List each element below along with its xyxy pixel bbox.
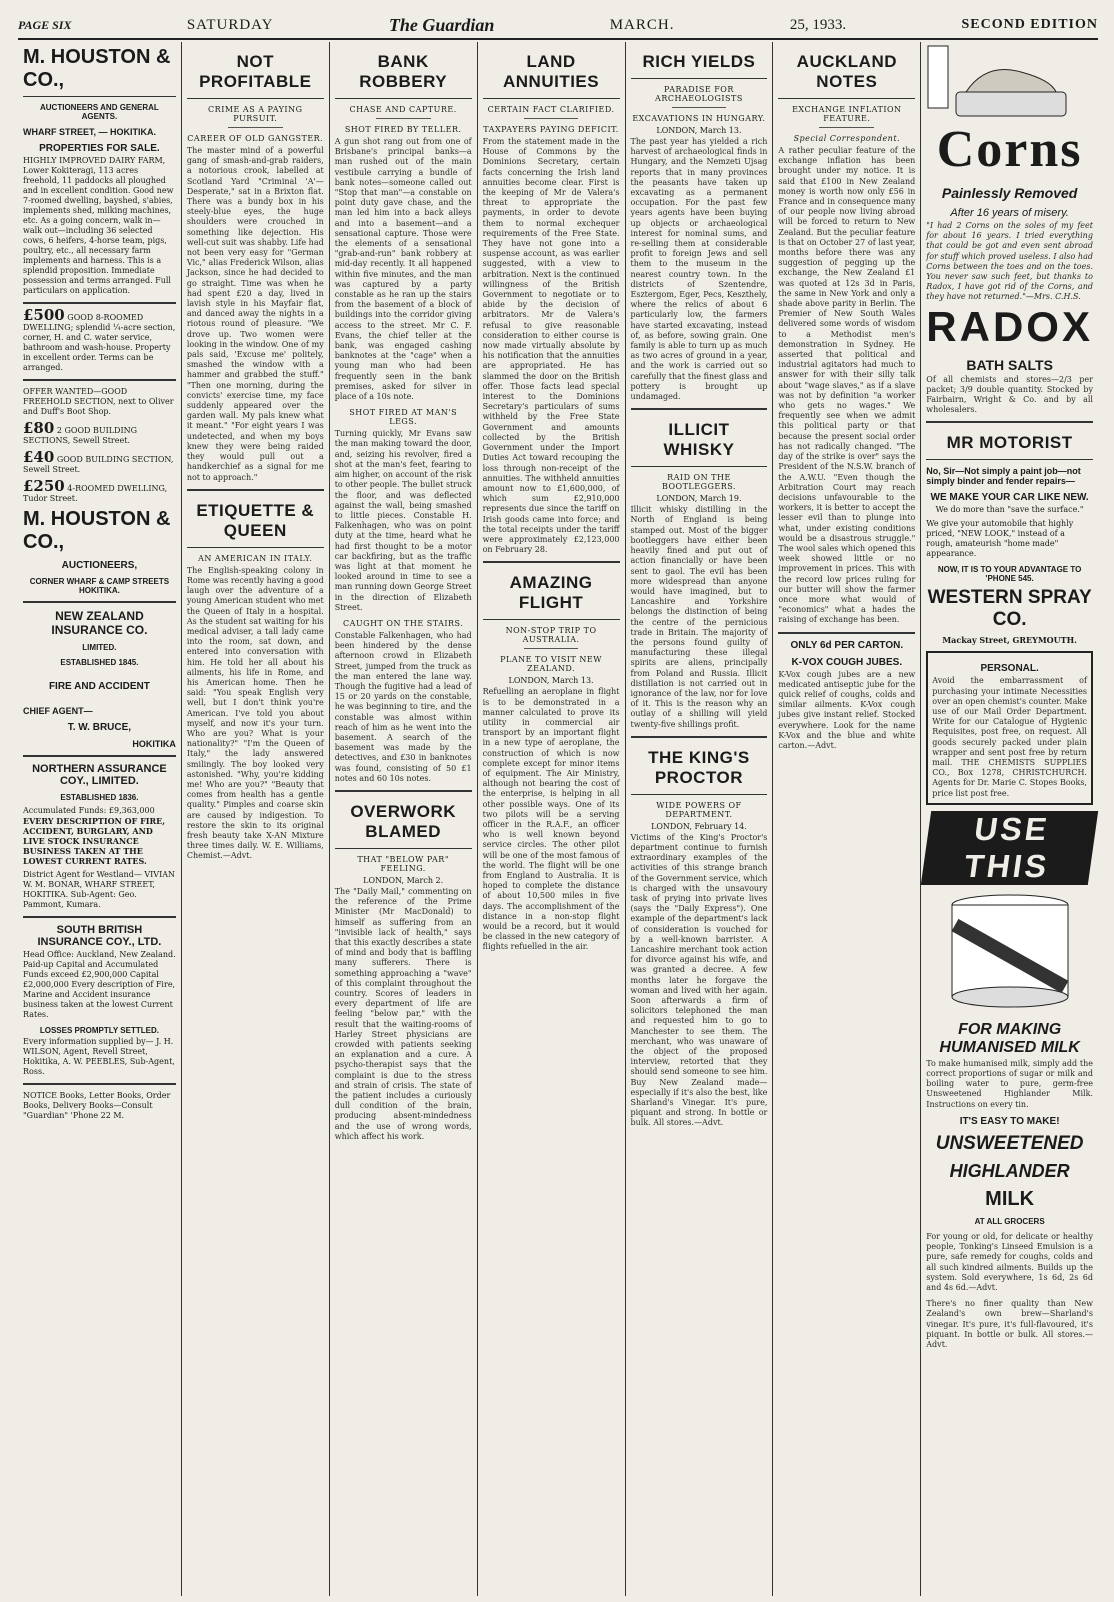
column-bank-robbery: [330, 42, 478, 1596]
subhead: SHOT FIRED AT MAN'S LEGS.: [349, 408, 458, 427]
subhead: PLANE TO VISIT NEW ZEALAND.: [500, 655, 602, 674]
divider: [524, 648, 579, 649]
subhead: CERTAIN FACT CLARIFIED.: [487, 105, 615, 114]
established: ESTABLISHED 1845.: [60, 658, 139, 667]
headline-land-annuities: LAND ANNUITIES: [483, 42, 620, 99]
losses: LOSSES PROMPTLY SETTLED.: [39, 1026, 159, 1035]
personal-text: Avoid the embarrassment of purchasing your intimate Necessities over an open chemist's counter. Make use of our Mail Order Department. Write for our Catalogue of Hygienic Requisites, post free, on request. All goods securely packed under plain wrapper and sent post free by return mail. THE CHEMISTS SUPPLIES CO., Box 1278, CHRISTCHURCH. Agents for Dr. Marie C. Stopes Books, price list post free.: [932, 676, 1087, 798]
western-spray: WESTERN SPRAY CO.: [927, 587, 1092, 631]
divider: [23, 601, 176, 603]
price-40: £40: [23, 448, 55, 466]
subhead: Special Correspondent.: [793, 134, 901, 143]
month: MARCH.: [609, 16, 675, 33]
radox-heading: RADOX: [926, 302, 1093, 350]
headline-kings-proctor: THE KING'S PROCTOR: [631, 736, 768, 795]
ad-40-text: GOOD BUILDING SECTION, Sewell Street.: [23, 455, 174, 474]
article-text: Victims of the King's Proctor's department continue to furnish extraordinary examples of the activities of this strange branch of the Government service, which is charged with the unsavoury task of prying into private lives (says the "Daily Express"). One example of the department's lack of consideration is vouched for by a well-known barrister. A Lancashire merchant took action for divorce against his wife, and was granted a decree. A few months later he forgave the woman and lived with her again. Soon afterwards a firm of solicitors telephoned the man and requested him to go to Manchester to see them. The merchant, who was unaware of the object of the proposed interview, retorted that they should send someone to see him. Buy New Zealand made—especially if it's also the best, like Sharland's Vinegar. It's pure, piquant and strong. In bottle or bulk. All stores.—Advt.: [630, 832, 768, 1128]
use-this-banner: USE THIS: [921, 811, 1098, 885]
foot-icon: [926, 42, 1076, 120]
subhead: CAUGHT ON THE STAIRS.: [343, 618, 464, 628]
corns-sub2: After 16 years of misery.: [950, 207, 1069, 219]
article-text: The master mind of a powerful gang of smash-and-grab raiders, a notorious crook, labelled at Scotland Yard "Criminal 'A'—Desperate," sat in a Brixton flat. There was a bundy box in his steely-blue eyes, the huge shoulders were crouched in something like dejection. His well-cut suit was shabby. Life had not been very easy for "German Vic," alias Frederick Wilson, alias Jackson, since he had decided to go straight. Time was when he had spent £20 a day, lived in lavish style in his Mayfair flat, and danced away the nights in a riotous round of pleasure. "We drove up. Two women were looking in the window. One of my pals said, 'Excuse me' politely, smashed the window with a hammer and grabbed the stuff." "Then one morning, during the convicts' exercise time, my face suddenly appeared over the garden wall. My pals knew what it meant." "For eight years I was undetected, and when my boys knew they were being raided they would pull out a handkerchief as a signal for me not to approach.": [186, 146, 324, 482]
headline-bank-robbery: BANK ROBBERY: [335, 42, 472, 99]
mackay-street: Mackay Street, GREYMOUTH.: [942, 635, 1077, 646]
column-land-annuities: [478, 42, 626, 1596]
save-surface: We do more than "save the surface.": [935, 505, 1084, 515]
subhead: TAXPAYERS PAYING DEFICIT.: [483, 125, 619, 134]
day: SATURDAY: [186, 16, 274, 33]
column-advertisements: [921, 42, 1098, 1596]
divider: [23, 379, 176, 381]
bruce: T. W. BRUCE,: [67, 722, 132, 733]
article-text: The English-speaking colony in Rome was recently having a good laugh over the adventure of a young American student who met the Queen of Italy in a hospital. As the student sat waiting for his medical adviser, a tall lady came into the room, sat down, and entered into conversation with him. He told her all about his ailments, his life in Rome, and his American home. Then he said: "You speak English very well, but I don't think you're American. I've told you about myself, and now it's your turn. Who are you? What is your nationality?" "I'm the Queen of Italy," the lady answered smilingly. The boy looked very astonished. "Why, you're kidding me! Who are you?" "Beauty that comes from health has a gentle quality." Pimples and coarse skin are caused by indigestion. To restore the skin to its original fresh beauty take X-AN Mixture three times daily. W. E. Williams, Chemist.—Advt.: [186, 565, 324, 861]
dateline: LONDON, March 2.: [363, 875, 444, 885]
south-british: SOUTH BRITISH INSURANCE COY., LTD.: [37, 924, 162, 948]
motorist-text: No, Sir—Not simply a paint job—not simply binder and fender repairs—: [926, 466, 1081, 487]
page-number: PAGE SIX: [18, 17, 72, 32]
subhead: EXCAVATIONS IN HUNGARY.: [632, 114, 766, 123]
headline-not-profitable: NOT PROFITABLE: [187, 42, 324, 99]
fire-accident: FIRE AND ACCIDENT: [48, 681, 150, 692]
at-grocers: AT ALL GROCERS: [974, 1216, 1045, 1226]
firm-role: AUCTIONEERS AND GENERAL AGENTS.: [40, 103, 159, 121]
subhead: AN AMERICAN IN ITALY.: [198, 553, 313, 563]
dateline: LONDON, March 19.: [656, 494, 742, 504]
divider: [23, 1083, 176, 1085]
masthead: [18, 12, 1098, 40]
subhead: THAT "BELOW PAR" FEELING.: [357, 854, 450, 873]
ad-250: [23, 477, 176, 504]
headline-rich-yields: RICH YIELDS: [631, 42, 768, 79]
subhead: PARADISE FOR ARCHAEOLOGISTS: [655, 85, 743, 103]
dateline: LONDON, February 14.: [651, 821, 747, 831]
motorist-heading: MR MOTORIST: [926, 421, 1093, 460]
price-carton: ONLY 6d PER CARTON.: [778, 632, 915, 651]
dateline: LONDON, March 13.: [656, 126, 742, 135]
funds: Accumulated Funds: £9,363,000: [23, 806, 155, 815]
limited: LIMITED.: [82, 643, 117, 652]
humanised-heading: FOR MAKING HUMANISED MILK: [939, 1020, 1080, 1056]
article-text: Illicit whisky distilling in the North of England is being stamped out. Most of the bigger bootleggers have either been heavily fined and put out of action financially or have been sent to gaol. The evil has been more widespread than anyone would have imagined, but to Lancashire and Yorkshire belongs the distinction of being the centre of the pernicious trade in Britain. The majority of the persons found guilty of manufacturing these illegal spirits are aliens, principally from Poland and Russia. Illicit distillation is not carried out in ignorance of the law, nor for love of it. This is the reason why an outlay of a shilling will yield twenty-five shillings profit.: [630, 505, 768, 729]
column-not-profitable: [182, 42, 330, 1596]
motorist-text-2: We give your automobile that highly priced, "NEW LOOK," instead of a rough, amateurish "home made" appearance.: [926, 519, 1074, 559]
divider: [228, 127, 283, 128]
vinegar-text: There's no finer quality than New Zealand's own brew—Sharland's vinegar. It's pure, it's full-flavoured, it's piquant. In bottle or bulk. All stores.—Advt.: [926, 1299, 1093, 1349]
corns-sub: Painlessly Removed: [941, 185, 1078, 201]
foot-illustration: [926, 42, 1093, 120]
date: 25, 1933.: [789, 16, 847, 33]
milk-tin-illustration: [926, 891, 1093, 1015]
firm-name: M. HOUSTON & CO.,: [23, 46, 176, 97]
unsweetened: UNSWEETENED: [935, 1132, 1084, 1154]
auctioneers: AUCTIONEERS,: [61, 560, 138, 571]
ad-80-text: 2 GOOD BUILDING SECTIONS, Sewell Street.: [23, 426, 138, 445]
personal-ad: [926, 651, 1093, 804]
ad-40: [23, 448, 176, 475]
divider: [524, 118, 579, 119]
dateline: LONDON, March 13.: [508, 676, 594, 686]
district-agent: District Agent for Westland— VIVIAN W. M. BONAR, WHARF STREET, HOKITIKA. Sub-Agent: Geo. Pammont, Kumara.: [23, 870, 176, 909]
subhead: SHOT FIRED BY TELLER.: [344, 125, 462, 134]
article-text: Constable Falkenhagen, who had been hindered by the dense afternoon crowd in Elizabeth Street, jumped from the truck as the man entered the lane way. Though the fugitive had a lead of 15 or 20 yards on the constable, he was beginning to tire, and the constable was almost within reach of him as he went into the basement. A search of the basement was made by the detectives, and £30 in banknotes was found, consisting of 50 £1 notes and 60 10s notes.: [334, 630, 472, 783]
head-office: Head Office: Auckland, New Zealand. Paid-up Capital and Accumulated Funds exceed £2,900,000 Capital £2,000,000 Every description of Fire, Marine and Accident insurance business taken at the lowest Current Rates.: [23, 950, 176, 1019]
corns-heading: Corns: [936, 121, 1083, 178]
edition: SECOND EDITION: [961, 17, 1098, 32]
humanised-text: To make humanised milk, simply add the correct proportions of sugar or milk and boiling water to pure, germ-free Unsweetened Highlander Milk. Instructions on every tin.: [926, 1058, 1093, 1109]
subhead: WIDE POWERS OF DEPARTMENT.: [656, 800, 742, 819]
headline-amazing-flight: AMAZING FLIGHT: [483, 561, 620, 620]
price-500: £500: [23, 306, 65, 324]
headline-auckland-notes: AUCKLAND NOTES: [778, 42, 915, 99]
divider: [23, 916, 176, 918]
established-2: ESTABLISHED 1836.: [60, 793, 139, 802]
headline-illicit-whisky: ILLICIT WHISKY: [631, 408, 768, 467]
subhead: EXCHANGE INFLATION FEATURE.: [792, 105, 902, 123]
linseed-text: For young or old, for delicate or healthy people, Tonking's Linseed Emulsion is a pure, safe remedy for coughs, colds and all such kindred ailments. Builds up the system. Sold everywhere, 1s 6d, 2s 6d and 4s 6d.—Advt.: [926, 1231, 1093, 1292]
price-80: £80: [23, 419, 55, 437]
milk-tin-icon: [935, 891, 1085, 1011]
firm-name-2: M. HOUSTON & CO.,: [23, 508, 171, 553]
ad-80: [23, 419, 176, 446]
bath-salts: BATH SALTS: [966, 356, 1053, 373]
firm-address: WHARF STREET, — HOKITIKA.: [23, 127, 156, 137]
corns-text: "I had 2 Corns on the soles of my feet for about 16 years. I tried everything that could be got and even sent abroad for stuff which proved useless. I also had Corns between the toes and on the toes. You never saw such feet, but thanks to Radox, I have got rid of the Corns, and they have not returned."—Mrs. C.H.S.: [926, 221, 1093, 302]
article-text: The past year has yielded a rich harvest of archaeological finds in Hungary, and the Nemzeti Ujsag reports that in many provinces the peasants have taken up excavating as a permanent occupation. For the past few years agents have been buying up objects or archaeological interest for nominal sums, and re-selling them at considerable profit to foreign Jews and sell them to the museum in the nearest country town. In the districts of Szentendre, Esztergom, Eger, Pecs, Keszthely, where the relics of about 6 particularly low, the farmers have started excavating, instead of, as before, sowing grain. One family is able to turn up as much as two acres of ground in a year, and the work is carried out so carefully that the finest glass and pottery is brought up undamaged.: [630, 137, 768, 402]
kvox-text: K-Vox cough jubes are a new medicated antiseptic jube for the quick relief of coughs, colds and similar ailments. K-Vox cough jubes give instant relief. Stocked everywhere. Look for the name K-Vox and the blue and white carton.—Advt.: [778, 669, 916, 750]
article-text: A gun shot rang out from one of Brisbane's principal banks—a man rushed out of the main vestibule carrying a bundle of bank notes—someone called out "Stop that man"—a constable on point duty gave chase, and the man led him into a back alleys and into a basement—and a sensational capture. Those were the elements of a sensational "grab-and-run" bank robbery at mid-day recently. It all happened within five minutes, and the man was captured by a party constable as he ran up the stairs from the basement of a block of buildings into the corridor giving access to the street. Mr C. F. Evans, the chief teller at the bank, was engaged cashing banknotes at the "cage" when a young man who had been frequently seen in the bank premises, asked for silver in place of a 10s note.: [334, 137, 472, 402]
ad-250-text: 4-ROOMED DWELLING, Tudor Street.: [23, 484, 168, 503]
subhead: CRIME AS A PAYING PURSUIT.: [208, 105, 303, 123]
headline-etiquette: ETIQUETTE & QUEEN: [187, 489, 324, 548]
headline-overwork: OVERWORK BLAMED: [335, 790, 472, 849]
information: Every information supplied by— J. H. WILSON, Agent, Revell Street, Hokitika, A. W. PEEBLES, Sub-Agent, Ross.: [23, 1037, 175, 1076]
column-rich-yields: [626, 42, 774, 1596]
subhead: NON-STOP TRIP TO AUSTRALIA.: [505, 626, 597, 645]
column-auckland-notes: [773, 42, 921, 1596]
highlander: HIGHLANDER: [949, 1160, 1070, 1181]
article-text: A rather peculiar feature of the exchange inflation has been brought under my notice. It is said that £100 in New Zealand money is worth now only £56 in France and in consequence many of our people now living abroad will be forced to return to New Zealand. But the peculiar feature is that on October 27 of last year, months before there was any suggestion of pegging up the exchange, the New Zealand £1 was quoted at 12s 3d in Paris, the same in New York and only a shade above parity in Berlin. The Premier of New South Wales delivered some words of wisdom to a Methodist men's demonstration in Sydney. He asserted that political and industrial agitators had much to answer for with their silly talk about "wage slaves," as if a slave was not by definition "a worker who gets no wages." We frequently see when we admit this political party or that because the present social order has not radically changed. "The day of the strike is over" says the President of the N.S.W. branch of the A.W.U. "Even though the Arbitration Court may reach decisions unfavourable to the workers, it is better to accept the lesser evil than to plunge into what, under existing conditions would be a disastrous struggle." The wool sales which opened this week showed little or no improvement in prices. This with the record low prices ruling for our butter will show the farmer once more what would of "economics" what a hades the raising of exchange has been.: [778, 146, 916, 625]
every-description: EVERY DESCRIPTION OF FIRE, ACCIDENT, BURGLARY, AND LIVE STOCK INSURANCE BUSINESS TAKEN AT THE LOWEST CURRENT RATES.: [23, 816, 166, 866]
article-text: Turning quickly, Mr Evans saw the man making toward the door, and, seizing his revolver, fired a shot at the man's feet, fearing to aim higher, on account of the risk to other people. The bullet struck the floor, and was deflected against the wall, being smashed to little pieces. Constable H. Falkenhagen, who was on point duty at the time, heard what he had first thought to be a motor car backfiring, but as the traffic was light at that moment he looked around in time to see a man running down George Street in the direction of Elizabeth Street.: [334, 429, 472, 612]
hokitika: HOKITIKA: [132, 739, 176, 749]
notice-books: NOTICE Books, Letter Books, Order Books, Delivery Books—Consult "Guardian" 'Phone 22 M.: [23, 1091, 171, 1120]
divider: [672, 107, 727, 108]
farm-ad: HIGHLY IMPROVED DAIRY FARM, Lower Kokiteragi, 113 acres freehold, 11 paddocks all ploughed and in excellent condition. Good new 7-roomed dwelling, bayshed, s'abies, implements shed, milking machines, etc. As a going concern, walk in—walk out—including 36 selected cows, 6 heifers, 4-horse team, pigs, poultry, etc., all necessary farm implements and harness. This is a splendid proposition. Immediate possession and terms arranged. Full particulars on application.: [23, 156, 174, 295]
divider: [376, 118, 431, 119]
radox-text: Of all chemists and stores—2/3 per packet; 3/9 double quantity. Stocked by Fairbairn, Wright & Co. and by all wholesalers.: [926, 374, 1093, 415]
easy-to-make: IT'S EASY TO MAKE!: [959, 1115, 1060, 1127]
subhead: CHASE AND CAPTURE.: [349, 105, 457, 114]
price-250: £250: [23, 477, 65, 495]
for-sale-heading: PROPERTIES FOR SALE.: [39, 143, 160, 154]
paper-title: The Guardian: [388, 14, 495, 35]
personal-heading: PERSONAL.: [980, 663, 1039, 675]
nz-insurance: NEW ZEALAND INSURANCE CO.: [51, 609, 148, 637]
northern-assurance: NORTHERN ASSURANCE COY., LIMITED.: [32, 763, 167, 787]
article-text: From the statement made in the House of Commons by the Dominions Secretary, certain facts concerning the Irish land annuities become clear. First is the keeping of Mr de Valera's threat to appropriate the payments, in order to devote them to normal exchequer requirements of the Free State. They have not gone into a suspense account, as was earlier suggested, with a view to arbitration. Next is the continued willingness of the British Government to negotiate or to abide by the decision of arbitrators. Mr de Valera's refusal to give reasonable consideration to either course is now made virtually absolute by his notification that the annuities are appropriated. He has slammed the door on the British offer. Those facts lead special interest to the Dominions Secretary's particulars of sums withheld by the Free State Government and amounts collected by the British Government under the Import Duties Act toward recouping the loss through non-receipt of the annuities. The withheld annuities amount now to £1,600,000, of which sum £2,910,000 represents due since the tariff on Irish goods came into force; and the total receipts under the tariff were approximately £2,123,000 on February 28.: [482, 137, 620, 555]
wanted-ad: OFFER WANTED—GOOD FREEHOLD SECTION, next to Oliver and Duff's Boot Shop.: [23, 387, 174, 416]
milk: MILK: [985, 1187, 1035, 1210]
columns: [18, 42, 1098, 1596]
subhead: CAREER OF OLD GANGSTER.: [187, 134, 324, 143]
phone-advantage: NOW, IT IS TO YOUR ADVANTAGE TO 'PHONE 545.: [937, 565, 1082, 584]
ad-500: [23, 306, 176, 373]
article-text: Refuelling an aeroplane in flight is to be demonstrated in a manner calculated to prove its utility in commercial air transport by an important flight in a new type of aeroplane, the construction of which is now complete except for minor items of equipment. The Air Ministry, although not bearing the cost of the enterprise, is helping in all other possible ways. One of its two pilots will be a serving officer in the R.A.F., an officer who is well known beyond service circles. The other pilot will be one of the most famous of the world. The flight will be one from England to Australia. It is hoped to complete the distance of about 10,500 miles in five days. The accomplishment of the distance in a non-stop flight would be a record, but it would be classed in the new category of flights refuelled in the air.: [482, 687, 620, 952]
subhead: RAID ON THE BOOTLEGGERS.: [661, 473, 736, 492]
ad-500-text: GOOD 8-ROOMED DWELLING; splendid ¼-acre section, corner, H. and C. water service, bathroom and wash-house. Property in excellent order. Terms can be arranged.: [23, 313, 176, 372]
make-new: WE MAKE YOUR CAR LIKE NEW.: [930, 492, 1089, 504]
chief-agent: CHIEF AGENT—: [23, 706, 93, 716]
corner-address: CORNER WHARF & CAMP STREETS HOKITIKA.: [29, 577, 170, 595]
divider: [23, 302, 176, 304]
divider: [23, 755, 176, 757]
column-classifieds: [18, 42, 182, 1596]
divider: [819, 127, 874, 128]
kvox-heading: K-VOX COUGH JUBES.: [791, 656, 903, 668]
article-text: The "Daily Mail," commenting on the reference of the Prime Minister (Mr MacDonald) to himself as suffering from an "invisible lack of health," says that this exactly describes a state of mind and body that is baffling many sufferers. There is something approaching a "wave" of this complaint throughout the country. Scores of leaders in every department of life are feeling "below par," with the result that the waiting-rooms of Harley Street physicians are crowded with patients seeking an explanation and a cure. A psycho-therapist says that the complaint is due to the stress and strain of crisis. The state of the patient includes a curiously dull condition of the brain, producing absent-mindedness and the use of wrong words, which affect his work.: [334, 886, 472, 1141]
